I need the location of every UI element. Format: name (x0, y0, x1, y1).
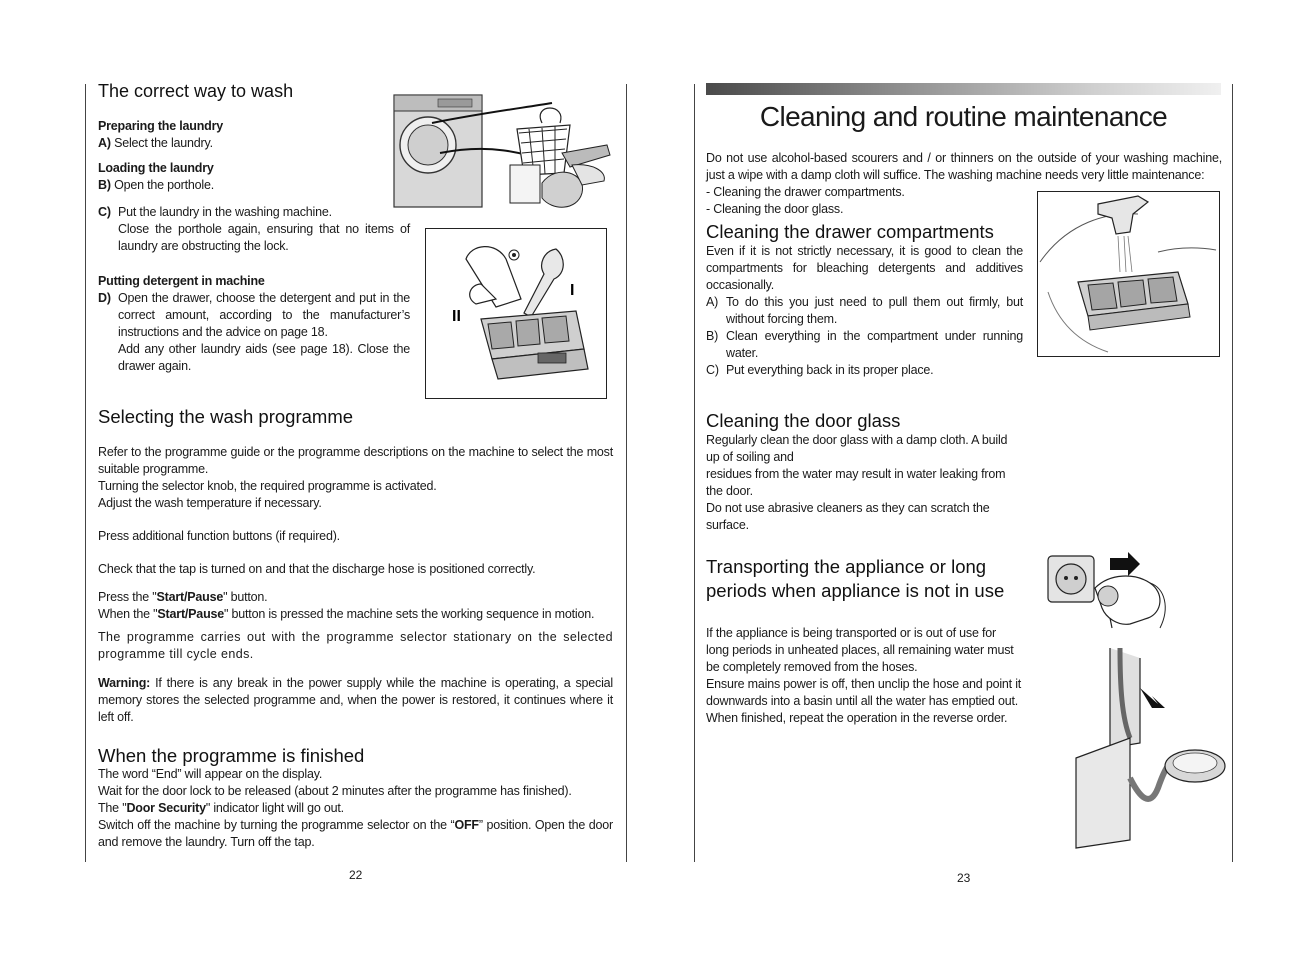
right-page-right-rule (1232, 84, 1233, 862)
drawer-washing-figure (1037, 191, 1220, 357)
step-c-text1: Put the laundry in the washing machine. (118, 205, 332, 219)
drawer-washing-drawing (1038, 192, 1219, 355)
warning-paragraph: Warning: If there is any break in the power supply while the machine is operating, a special memory stores the selected programme and, when the power is restored, it continues where it left off. (98, 676, 613, 724)
preparing-block (98, 118, 398, 194)
detergent-drawer-drawing (426, 229, 606, 397)
start-pause-line2: When the "Start/Pause" button is pressed the machine sets the working sequence in motion. (98, 607, 595, 621)
step-b: B) Open the porthole. (98, 178, 215, 192)
compartment-label-i: I (570, 282, 575, 299)
drawer-cleaning-body: Even if it is not strictly necessary, it is good to clean the compartments for bleaching detergents and additives occasionally. A) To do this you just need to pull them out firmly, but without forcing them. B) Clean everything in the compartment under running water. C) Put everything back in its proper place. (706, 244, 1023, 377)
step-a: A) Select the laundry. (98, 136, 213, 150)
start-pause-line1: Press the "Start/Pause" button. (98, 590, 268, 604)
selecting-heading: Selecting the wash programme (98, 406, 354, 427)
transport-body: If the appliance is being transported or is out of use for long periods in unheated places, all remaining water must be completely removed from the hoses. Ensure mains power is off, then unclip the hose and point it downwards into a basin until all the water has emptied out. When finished, repeat the operation in the reverse order. (706, 626, 1022, 725)
transport-heading: Transporting the appliance or long periods when appliance is not in use (706, 556, 1005, 601)
correct-way-heading: The correct way to wash (98, 81, 294, 101)
section-header-bar (706, 83, 1221, 95)
step-d: D) Open the drawer, choose the detergent and put in the correct amount, according to the manufacturer’s instructions and the advice on page 18. Add any other laundry aids (see page 18). Close the drawer again. (98, 291, 410, 373)
step-c-text2: Close the porthole again, ensuring that no items of laundry are obstructing the lock. (118, 222, 410, 253)
detergent-block (98, 273, 410, 375)
step-d-text1: Open the drawer, choose the detergent and put in the correct amount, according to the manufacturer’s instructions and the advice on page 18. (118, 291, 410, 339)
preparing-heading: Preparing the laundry (98, 119, 223, 133)
left-page-right-rule (626, 84, 627, 862)
page-number-right: 23 (957, 871, 971, 885)
washing-machine-illustration (392, 93, 622, 215)
right-page-left-rule (694, 84, 695, 862)
compartment-label-ii: II (452, 308, 461, 325)
maintenance-title: Cleaning and routine maintenance (759, 101, 1168, 132)
drawer-cleaning-heading: Cleaning the drawer compartments (706, 221, 994, 242)
detergent-heading: Putting detergent in machine (98, 274, 265, 288)
maintenance-intro: Do not use alcohol-based scourers and / or thinners on the outside of your washing machine, just a wipe with a damp cloth will suffice. The washing machine needs very little maintenance: - Cleaning the drawer compartments. - Cleaning the door glass. (706, 151, 1222, 216)
page-number-left: 22 (349, 868, 363, 882)
selecting-body: Refer to the programme guide or the programme descriptions on the machine to select the most suitable programme. Turning the selector knob, the required programme is activated. Adjust the wash temperature if necessary. Press additional function buttons (if required). Check that the tap is turned on and that the discharge hose is positioned correctly. Press the "Start/Pause" button. When the "Start/Pause" button is pressed the machine sets the working sequence in motion. The programme carries out with the programme selector stationary on the selected programme till cycle ends. Warning: If there is any break in the power supply while the machine is operating, a special memory stores the selected programme and, when the power is restored, it continues where it left off. (98, 445, 613, 724)
door-glass-heading: Cleaning the door glass (706, 410, 901, 431)
left-page-left-rule (85, 84, 86, 862)
finished-body: The word “End” will appear on the display. Wait for the door lock to be released (about 2 minutes after the programme has finished). The "Door Security" indicator light will go out. Switch off the machine by turning the programme selector on the “OFF” position. Open the door and remove the laundry. Turn off the tap. (98, 767, 613, 849)
step-d-text2: Add any other laundry aids (see page 18). Close the drawer again. (118, 342, 410, 373)
loading-heading: Loading the laundry (98, 161, 214, 175)
drain-hose-illustration (1040, 548, 1230, 850)
detergent-drawer-figure (425, 228, 607, 399)
door-glass-body: Regularly clean the door glass with a damp cloth. A build up of soiling and residues from the water may result in water leaking from the door. Do not use abrasive cleaners as they can scratch the surface. (706, 433, 1008, 532)
finished-heading: When the programme is finished (98, 745, 365, 766)
step-c: C) Put the laundry in the washing machine. Close the porthole again, ensuring that no items of laundry are obstructing the lock. (98, 205, 410, 253)
